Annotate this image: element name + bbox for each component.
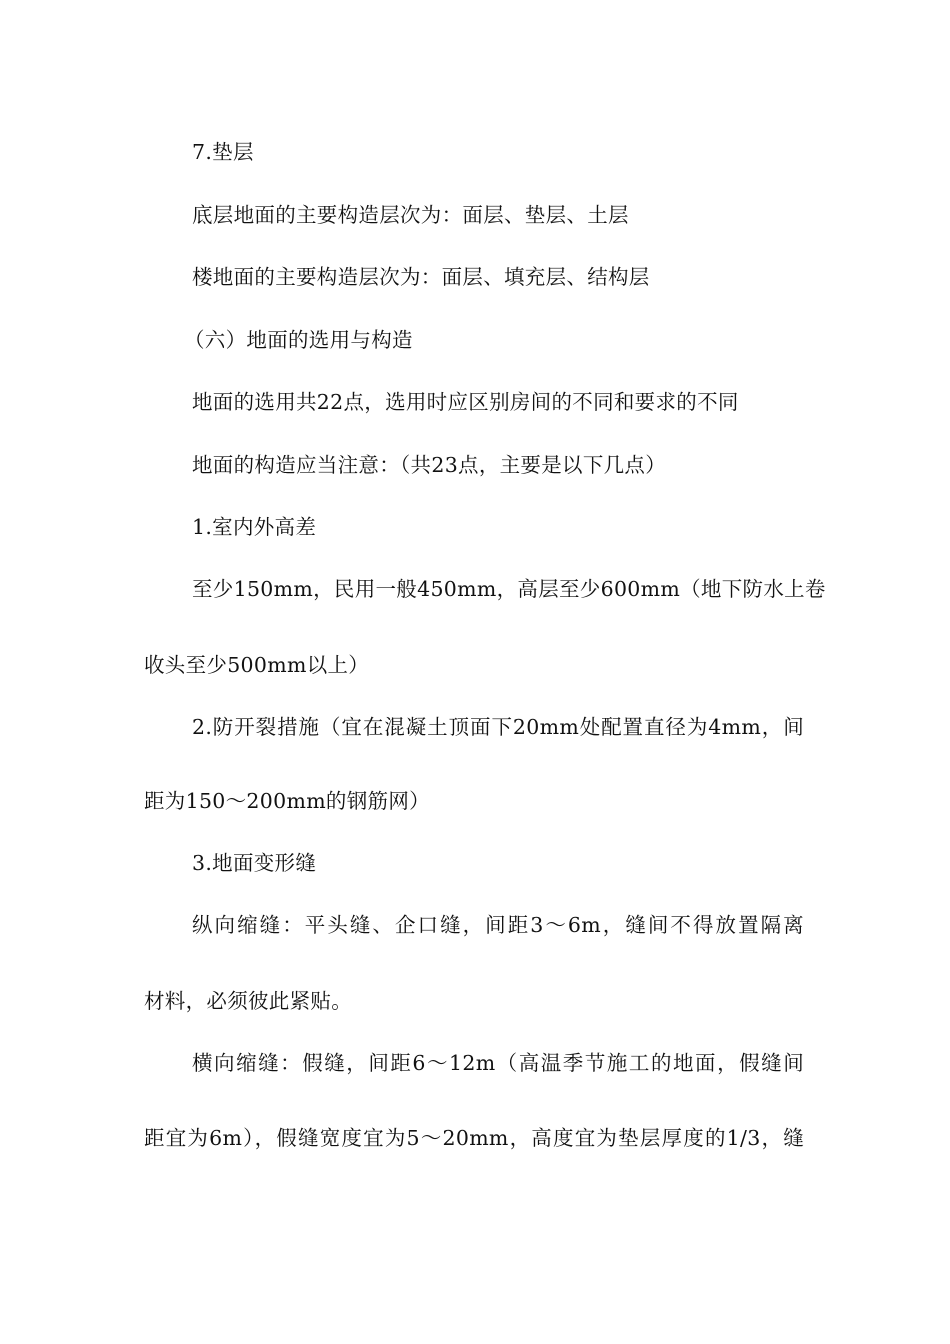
paragraph-floor-selection: 地面的选用共22点，选用时应区别房间的不同和要求的不同 <box>192 390 739 414</box>
paragraph-anti-crack-line1: 2.防开裂措施（宜在混凝土顶面下20mm处配置直径为4mm，间 <box>192 715 804 739</box>
paragraph-longitudinal-joint-line1: 纵向缩缝：平头缝、企口缝，间距3～6m，缝间不得放置隔离 <box>192 913 804 937</box>
paragraph-longitudinal-joint-line2: 材料，必须彼此紧贴。 <box>144 989 352 1013</box>
paragraph-height-difference-line2: 收头至少500mm以上） <box>144 653 370 677</box>
paragraph-ground-floor-layers: 底层地面的主要构造层次为：面层、垫层、土层 <box>192 203 629 227</box>
heading-cushion-layer: 7.垫层 <box>192 140 254 164</box>
paragraph-floor-construction-notes: 地面的构造应当注意：（共23点，主要是以下几点） <box>192 453 667 477</box>
paragraph-transverse-joint-line2: 距宜为6m），假缝宽度宜为5～20mm，高度宜为垫层厚度的1/3，缝 <box>144 1126 804 1150</box>
paragraph-anti-crack-line2: 距为150～200mm的钢筋网） <box>144 789 430 813</box>
heading-deformation-joint: 3.地面变形缝 <box>192 851 317 875</box>
heading-height-difference: 1.室内外高差 <box>192 515 317 539</box>
paragraph-transverse-joint-line1: 横向缩缝：假缝，间距6～12m（高温季节施工的地面，假缝间 <box>192 1051 804 1075</box>
paragraph-upper-floor-layers: 楼地面的主要构造层次为：面层、填充层、结构层 <box>192 265 650 289</box>
section-heading-floor-selection: （六）地面的选用与构造 <box>184 328 413 352</box>
paragraph-height-difference-line1: 至少150mm，民用一般450mm，高层至少600mm（地下防水上卷 <box>192 577 826 601</box>
